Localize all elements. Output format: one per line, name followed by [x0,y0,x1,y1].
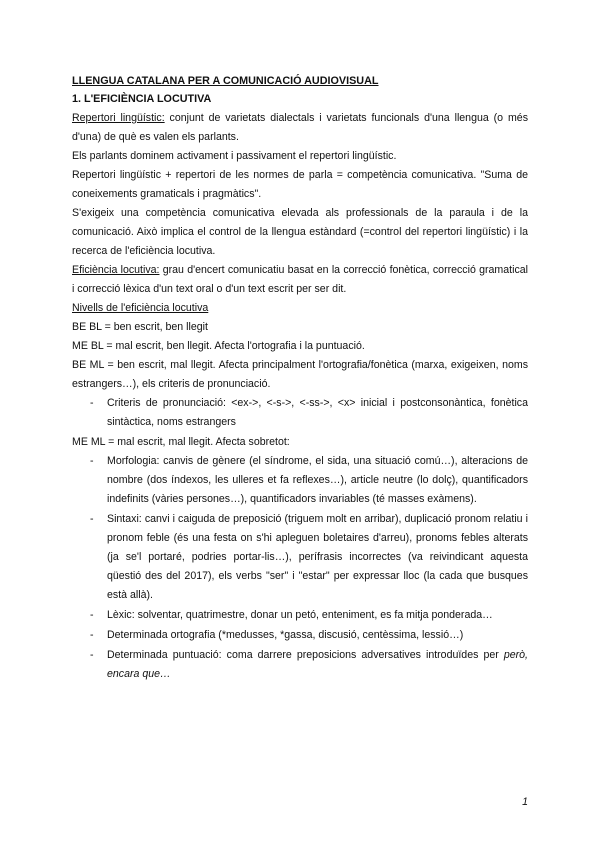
term-repertori: Repertori lingüístic: [72,112,165,124]
list-item-puntuacio: - Determinada puntuació: coma darrere preposicions adversatives introduïdes per però, encara que… [90,649,528,680]
definition-repertori: conjunt de varietats dialectals i varietats funcionals d'una llengua (o més d'una) de què es valen els parlants. [72,112,528,143]
section-heading: 1. L'EFICIÈNCIA LOCUTIVA [72,93,212,105]
document-title: LLENGUA CATALANA PER A COMUNICACIÓ AUDIOVISUAL [72,75,379,87]
list-item-morfologia: - Morfologia: canvis de gènere (el síndrome, el sida, una situació comú…), alteracions de nombre (dos índexos, les ulleres et fa reflexes…), article neutre (lo dolç), quantificadors indefinits (vàries persones…), quantificadors invariables (té masses exàmens). [90,455,528,505]
levels-heading: Nivells de l'eficiència locutiva [72,302,209,314]
page-number: 1 [522,796,528,808]
paragraph-exigencia: S'exigeix una competència comunicativa elevada als professionals de la paraula i de la comunicació. Això implica el control de la llengua estàndard (=control del repertori lingüístic) i la recerca de l'eficiència locutiva. [72,207,528,257]
paragraph-competencia: Repertori lingüístic + repertori de les normes de parla = competència comunicativa. "Suma de coneixements gramaticals i pragmàtics". [72,169,528,200]
level-me-bl: ME BL = mal escrit, ben llegit. Afecta l'ortografia i la puntuació. [72,340,365,352]
paragraph-eficiencia [72,261,528,299]
paragraph-parlants: Els parlants dominem activament i passivament el repertori lingüístic. [72,150,397,162]
be-ml-list [72,394,528,432]
paragraph-repertori [72,109,528,147]
list-item-lexic: - Lèxic: solventar, quatrimestre, donar un petó, enteniment, es fa mitja ponderada… [90,609,493,621]
term-eficiencia: Eficiència locutiva: [72,264,160,276]
list-item-ortografia: - Determinada ortografia (*medusses, *gassa, discusió, centèssima, lessió…) [90,629,464,641]
level-me-ml: ME ML = mal escrit, mal llegit. Afecta sobretot: [72,436,290,448]
document-page [72,72,528,685]
level-be-bl: BE BL = ben escrit, ben llegit [72,321,208,333]
definition-eficiencia: grau d'encert comunicatiu basat en la correcció fonètica, correcció gramatical i correcció lèxica d'un text oral o d'un text escrit per ser dit. [72,264,528,295]
level-be-ml: BE ML = ben escrit, mal llegit. Afecta principalment l'ortografia/fonètica (marxa, exigeixen, noms estrangers…), els criteris de pronunciació. [72,359,528,390]
list-item-sintaxi: - Sintaxi: canvi i caiguda de preposició (triguem molt en arribar), duplicació pronom relatiu i pronom feble (és una festa on s'hi apleguen boletaires d'arreu), pronoms febles alterats (ja se'l portaré, podries portar-lis…), perífrasis incorrectes (va reivindicant aquesta qüestió des del 2017), els verbs "ser" i "estar" per expressar lloc (la cada que busques està allà). [90,513,528,601]
me-ml-list [72,452,528,684]
list-item-criteris: - Criteris de pronunciació: <ex->, <-s->, <-ss->, <x> inicial i postconsonàntica, fonètica sintàctica, noms estrangers [90,397,528,428]
